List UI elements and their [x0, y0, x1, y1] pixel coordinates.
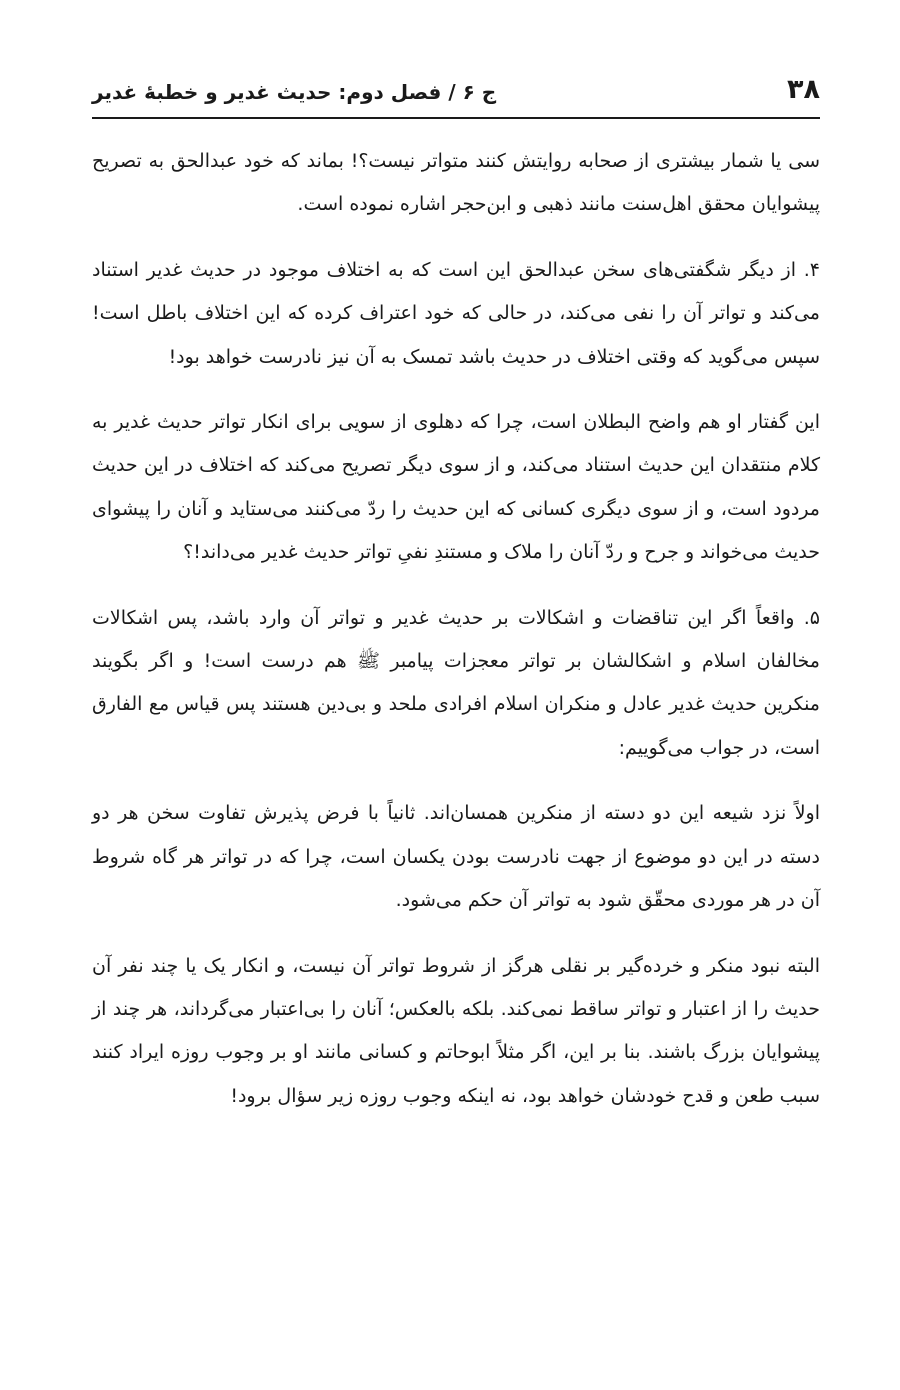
paragraph-3: این گفتار او هم واضح البطلان است، چرا که دهلوی از سویی برای انکار تواتر حدیث غدیر به کلام منتقدان این حدیث استناد می‌کند، و از سوی دیگر تصریح می‌کند که اختلاف در این حدیث مردود است، و از سوی دیگری کسانی که این حدیث را ردّ می‌کنند می‌ستاید و آنان را پیشوای حدیث می‌خواند و جرح و ردّ آنان را ملاک و مستندِ نفیِ تواتر حدیث غدیر می‌داند!؟ — [92, 411, 820, 564]
body-text — [92, 140, 820, 1140]
paragraph-4: ۵. واقعاً اگر این تناقضات و اشکالات بر حدیث غدیر و تواتر آن وارد باشد، پس اشکالات مخالفان اسلام و اشکالشان بر تواتر معجزات پیامبر ﷺ هم درست است! و اگر بگویند منکرین حدیث غدیر عادل و منکران اسلام افرادی ملحد و بی‌دین هستند پس قیاس مع الفارق است، در جواب می‌گوییم: — [92, 606, 820, 759]
page-number: ۳۸ — [787, 74, 820, 105]
paragraph-6: البته نبود منکر و خرده‌گیر بر نقلی هرگز از شروط تواتر آن نیست، و انکار یک یا چند نفر آن حدیث را از اعتبار و تواتر ساقط نمی‌کند. بلکه بالعکس؛ آنان را بی‌اعتبار می‌گرداند، هر چند از پیشوایان بزرگ باشند. بنا بر این، اگر مثلاً ابوحاتم و کسانی مانند او بر وجوب روزه ایراد کنند سبب طعن و قدح خودشان خواهد بود، نه اینکه وجوب روزه زیر سؤال برود! — [92, 954, 820, 1107]
header-divider — [92, 117, 820, 119]
paragraph-5: اولاً نزد شیعه این دو دسته از منکرین همسان‌اند. ثانیاً با فرض پذیرش تفاوت سخن هر دو دسته در این دو موضوع از جهت نادرست بودن یکسان است، چرا که در تواتر هر گاه شروط آن در هر موردی محقّق شود به تواتر آن حکم می‌شود. — [92, 802, 820, 912]
running-title: ج ۶ / فصل دوم: حدیث غدیر و خطبهٔ غدیر — [92, 80, 497, 104]
page-header — [92, 70, 820, 116]
paragraph-1: سی یا شمار بیشتری از صحابه روایتش کنند متواتر نیست؟! بماند که خود عبدالحق به تصریح پیشوایان محقق اهل‌سنت مانند ذهبی و ابن‌حجر اشاره نموده است. — [92, 150, 820, 216]
paragraph-2: ۴. از دیگر شگفتی‌های سخن عبدالحق این است که به اختلاف موجود در حدیث غدیر استناد می‌کند و تواتر آن را نفی می‌کند، در حالی که خود اعتراف کرده که این اختلاف باطل است! سپس می‌گوید که وقتی اختلاف در حدیث باشد تمسک به آن نیز نادرست خواهد بود! — [92, 258, 820, 368]
